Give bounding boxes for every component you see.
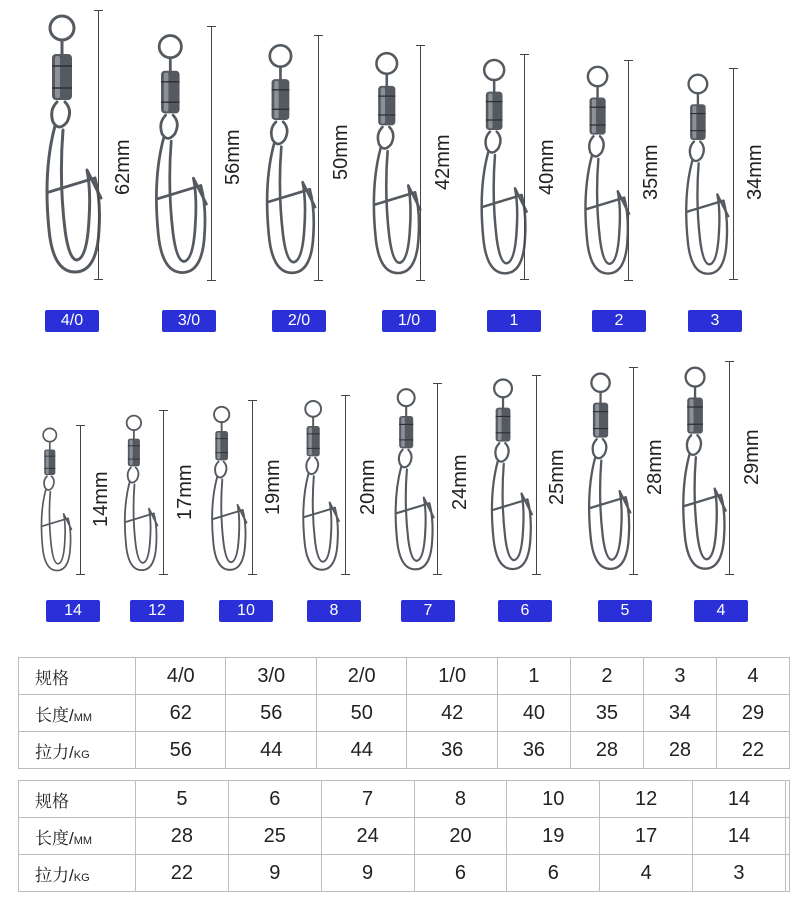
bottom-size-badge-5: 6 (498, 600, 552, 622)
top-cell-0-0: 4/0 (136, 658, 226, 695)
bottom-swivel-3 (298, 397, 344, 575)
top-cell-2-2: 44 (316, 732, 406, 769)
bottom-cell-0-1: 6 (228, 781, 321, 818)
bottom-cell-0-2: 7 (321, 781, 414, 818)
top-row-header-1: 长度/MM (19, 695, 136, 732)
top-length-label-4: 40mm (536, 139, 558, 195)
top-length-label-3: 42mm (432, 134, 454, 190)
top-dimension-line-3 (420, 45, 421, 281)
product-row-bottom (0, 355, 800, 630)
top-cell-0-7: 4 (716, 658, 789, 695)
bottom-size-badge-3: 8 (307, 600, 361, 622)
bottom-cell-2-4: 6 (507, 855, 600, 892)
bottom-dimension-line-5 (536, 375, 537, 575)
top-dimension-line-6 (733, 68, 734, 280)
top-dimension-line-0 (98, 10, 99, 280)
bottom-size-badge-1: 12 (130, 600, 184, 622)
top-cell-2-1: 44 (226, 732, 316, 769)
spec-table-bottom (18, 780, 790, 892)
bottom-swivel-0 (37, 425, 76, 575)
bottom-size-badge-2: 10 (219, 600, 273, 622)
bottom-row-header-1: 长度/MM (19, 818, 136, 855)
unit-label: KG (73, 748, 90, 761)
bottom-cell-0-5: 12 (600, 781, 693, 818)
bottom-dimension-line-4 (437, 383, 438, 575)
top-length-label-2: 50mm (330, 124, 352, 180)
bottom-length-label-7: 29mm (741, 429, 763, 485)
top-size-badge-2: 2/0 (272, 310, 326, 332)
bottom-cell-0-7 (785, 781, 789, 818)
top-dimension-line-4 (524, 54, 525, 280)
top-cell-1-0: 62 (136, 695, 226, 732)
bottom-cell-1-1: 25 (228, 818, 321, 855)
bottom-dimension-line-3 (345, 395, 346, 575)
top-cell-2-4: 36 (497, 732, 570, 769)
bottom-length-label-6: 28mm (644, 439, 666, 495)
spec-table-top (18, 657, 790, 769)
bottom-cell-2-2: 9 (321, 855, 414, 892)
top-cell-1-2: 50 (316, 695, 406, 732)
bottom-length-label-5: 25mm (546, 449, 568, 505)
bottom-table-row (19, 855, 790, 892)
top-cell-0-5: 2 (570, 658, 643, 695)
top-table-row (19, 732, 790, 769)
bottom-dimension-line-0 (80, 425, 81, 575)
bottom-cell-0-4: 10 (507, 781, 600, 818)
bottom-cell-1-6: 14 (693, 818, 786, 855)
bottom-cell-1-4: 19 (507, 818, 600, 855)
bottom-size-badge-7: 4 (694, 600, 748, 622)
top-cell-0-4: 1 (497, 658, 570, 695)
unit-label: MM (73, 711, 93, 724)
bottom-cell-1-2: 24 (321, 818, 414, 855)
top-cell-0-3: 1/0 (407, 658, 497, 695)
top-swivel-6 (680, 70, 734, 280)
bottom-row-header-2: 拉力/KG (19, 855, 136, 892)
unit-label: MM (73, 834, 93, 847)
bottom-size-badge-6: 5 (598, 600, 652, 622)
bottom-size-badge-4: 7 (401, 600, 455, 622)
top-table-row (19, 695, 790, 732)
top-cell-0-1: 3/0 (226, 658, 316, 695)
bottom-table-row (19, 781, 790, 818)
top-cell-1-5: 35 (570, 695, 643, 732)
top-length-label-6: 34mm (744, 144, 766, 200)
unit-label: KG (73, 871, 90, 884)
bottom-cell-2-5: 4 (600, 855, 693, 892)
bottom-dimension-line-1 (163, 410, 164, 575)
bottom-dimension-line-6 (633, 367, 634, 575)
top-cell-0-6: 3 (643, 658, 716, 695)
top-length-label-5: 35mm (640, 144, 662, 200)
top-cell-1-3: 42 (407, 695, 497, 732)
bottom-swivel-6 (583, 369, 636, 575)
top-dimension-line-1 (211, 26, 212, 281)
top-row-header-2: 拉力/KG (19, 732, 136, 769)
bottom-length-label-0: 14mm (90, 471, 112, 527)
top-size-badge-4: 1 (487, 310, 541, 332)
top-size-badge-3: 1/0 (382, 310, 436, 332)
top-cell-1-1: 56 (226, 695, 316, 732)
bottom-dimension-line-2 (252, 400, 253, 575)
bottom-swivel-7 (677, 363, 732, 575)
bottom-length-label-3: 20mm (357, 459, 379, 515)
top-size-badge-5: 2 (592, 310, 646, 332)
bottom-cell-1-5: 17 (600, 818, 693, 855)
bottom-size-badge-0: 14 (46, 600, 100, 622)
bottom-cell-2-3: 6 (414, 855, 507, 892)
bottom-cell-2-6: 3 (693, 855, 786, 892)
product-row-top (0, 0, 800, 340)
bottom-cell-0-0: 5 (136, 781, 229, 818)
top-swivel-1 (149, 30, 214, 280)
bottom-swivel-4 (390, 385, 439, 575)
bottom-table-row (19, 818, 790, 855)
top-size-badge-1: 3/0 (162, 310, 216, 332)
top-swivel-2 (260, 40, 322, 280)
bottom-cell-2-7 (785, 855, 789, 892)
top-dimension-line-5 (628, 60, 629, 281)
bottom-cell-0-6: 14 (693, 781, 786, 818)
top-length-label-1: 56mm (222, 129, 244, 185)
bottom-length-label-2: 19mm (262, 459, 284, 515)
top-row-header-0: 规格 (19, 658, 136, 695)
bottom-swivel-5 (486, 375, 538, 575)
top-cell-2-5: 28 (570, 732, 643, 769)
top-cell-1-7: 29 (716, 695, 789, 732)
bottom-row-header-0: 规格 (19, 781, 136, 818)
bottom-swivel-1 (120, 412, 162, 575)
bottom-swivel-2 (207, 403, 252, 575)
bottom-length-label-4: 24mm (449, 454, 471, 510)
bottom-cell-1-7 (785, 818, 789, 855)
top-cell-2-7: 22 (716, 732, 789, 769)
top-table-row (19, 658, 790, 695)
top-cell-0-2: 2/0 (316, 658, 406, 695)
top-cell-1-4: 40 (497, 695, 570, 732)
top-size-badge-0: 4/0 (45, 310, 99, 332)
top-cell-2-0: 56 (136, 732, 226, 769)
bottom-cell-1-0: 28 (136, 818, 229, 855)
top-swivel-3 (367, 48, 427, 280)
bottom-cell-2-0: 22 (136, 855, 229, 892)
bottom-length-label-1: 17mm (174, 464, 196, 520)
top-cell-2-6: 28 (643, 732, 716, 769)
bottom-cell-1-3: 20 (414, 818, 507, 855)
top-dimension-line-2 (318, 35, 319, 281)
bottom-cell-2-1: 9 (228, 855, 321, 892)
bottom-dimension-line-7 (729, 361, 730, 575)
top-cell-2-3: 36 (407, 732, 497, 769)
top-size-badge-6: 3 (688, 310, 742, 332)
top-cell-1-6: 34 (643, 695, 716, 732)
top-length-label-0: 62mm (112, 139, 134, 195)
bottom-cell-0-3: 8 (414, 781, 507, 818)
